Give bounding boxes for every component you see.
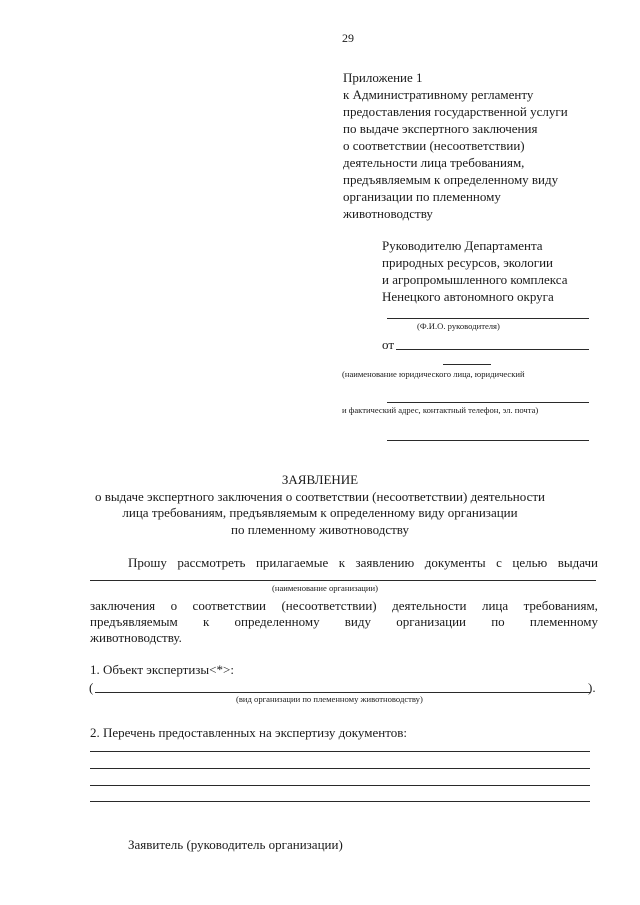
word: к: [338, 555, 346, 570]
documents-line-2: [90, 768, 590, 769]
word: с: [496, 555, 502, 570]
request-line: [128, 554, 598, 571]
head-name-line: [387, 318, 589, 319]
title-heading: ЗАЯВЛЕНИЕ: [281, 472, 359, 487]
documents-line-4: [90, 801, 590, 802]
addressee-block: [382, 237, 567, 305]
word: заявлению: [355, 555, 415, 570]
addressee-line: Ненецкого автономного округа: [382, 289, 554, 304]
word: организации: [396, 614, 467, 629]
document-title: [0, 472, 640, 538]
org-caption-2: и фактический адрес, контактный телефон, эл. почта): [342, 405, 539, 415]
appendix-line: деятельности лица требованиям,: [343, 155, 525, 170]
section1-caption: (вид организации по племенному животноводству): [236, 694, 423, 704]
word: документы: [424, 555, 486, 570]
word: к: [202, 614, 210, 629]
word: о: [170, 598, 178, 613]
title-line: о выдаче экспертного заключения о соответствии (несоответствии) деятельности: [94, 488, 545, 504]
documents-line-1: [90, 751, 590, 752]
page-number: 29: [342, 31, 354, 45]
appendix-line: предъявляемым к определенному виду: [343, 172, 559, 187]
body-line-3: животноводству.: [90, 630, 182, 645]
word: лица: [481, 598, 509, 613]
addressee-line: природных ресурсов, экологии: [382, 255, 553, 270]
head-name-caption: (Ф.И.О. руководителя): [417, 321, 500, 331]
section1-field-line: [95, 692, 590, 693]
word: Прошу: [128, 555, 167, 570]
word: соответствии: [192, 598, 267, 613]
section1-label: 1. Объект экспертизы<*>:: [90, 662, 234, 677]
appendix-reference: [343, 69, 568, 222]
word: целью: [512, 555, 548, 570]
word: племенному: [529, 614, 598, 629]
appendix-line: к Административному регламенту: [343, 87, 534, 102]
org-address-line: [387, 402, 589, 403]
word: деятельности: [392, 598, 467, 613]
body-line-1: [90, 597, 598, 614]
appendix-line: о соответствии (несоответствии): [343, 138, 525, 153]
from-short-line: [443, 364, 491, 365]
org-caption-1: (наименование юридического лица, юридический: [342, 369, 525, 379]
appendix-line: животноводству: [343, 206, 433, 221]
from-label: от: [382, 337, 395, 352]
word: предъявляемым: [90, 614, 178, 629]
word: требованиям,: [523, 598, 598, 613]
word: по: [491, 614, 505, 629]
section1-close-paren: ).: [588, 680, 596, 695]
title-line: по племенному животноводству: [231, 521, 409, 537]
addressee-line: и агропромышленного комплекса: [382, 272, 568, 287]
from-line: [396, 349, 589, 350]
appendix-line: организации по племенному: [343, 189, 501, 204]
appendix-line: по выдаче экспертного заключения: [343, 121, 538, 136]
org-name-caption: (наименование организации): [272, 583, 378, 593]
word: заключения: [90, 598, 156, 613]
appendix-line: предоставления государственной услуги: [343, 104, 568, 119]
org-name-line: [90, 580, 596, 581]
word: определенному: [234, 614, 320, 629]
body-line-2: [90, 613, 598, 630]
addressee-line: Руководителю Департамента: [382, 238, 543, 253]
applicant-label: Заявитель (руководитель организации): [128, 837, 343, 852]
word: прилагаемые: [255, 555, 329, 570]
word: (несоответствии): [281, 598, 377, 613]
section2-label: 2. Перечень предоставленных на экспертизу документов:: [90, 725, 407, 740]
word: виду: [344, 614, 372, 629]
word: выдачи: [557, 555, 598, 570]
word: рассмотреть: [177, 555, 246, 570]
appendix-line: Приложение 1: [343, 70, 423, 85]
section1-open-paren: (: [89, 680, 94, 695]
title-line: лица требованиям, предъявляемым к определенному виду организации: [122, 505, 518, 520]
org-contact-line: [387, 440, 589, 441]
documents-line-3: [90, 785, 590, 786]
